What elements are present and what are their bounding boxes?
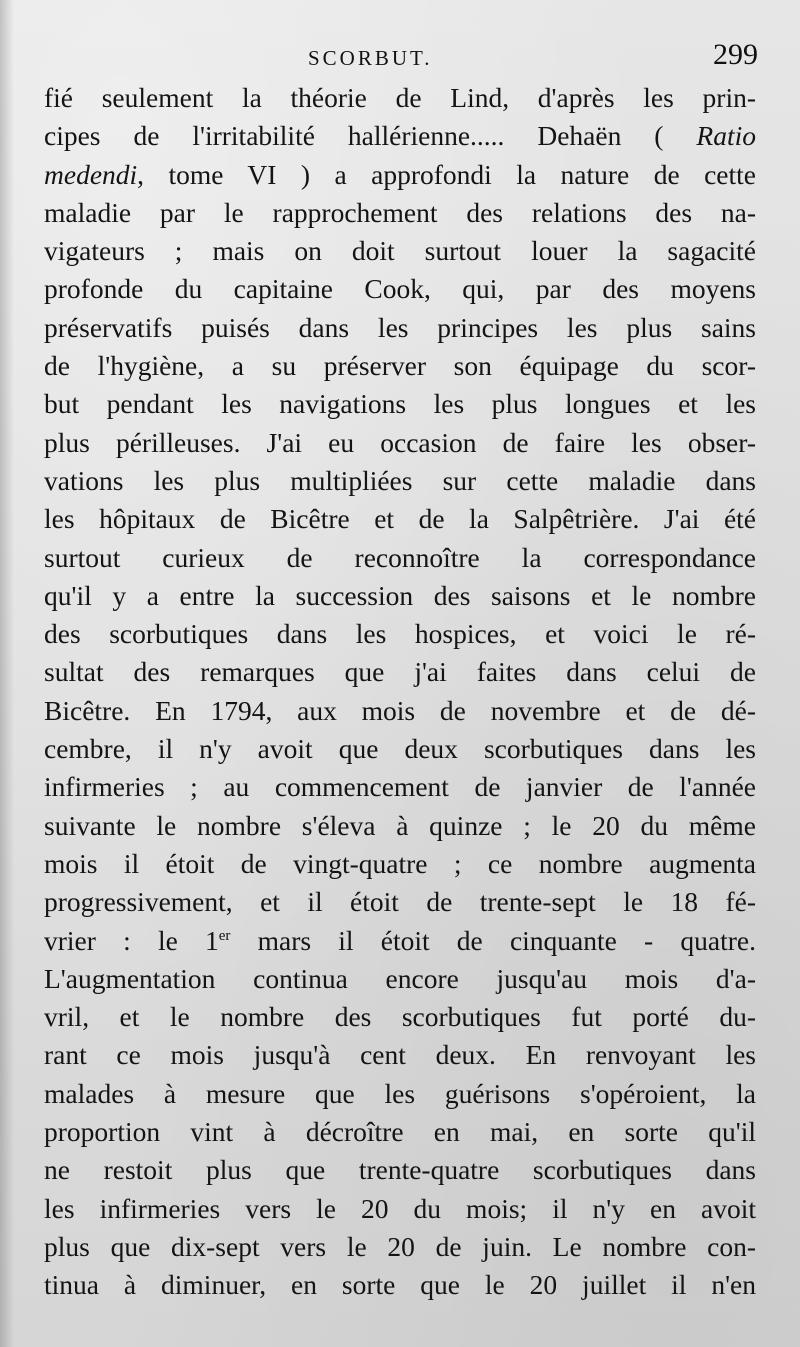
text-line: infirmeries ; au commencement de janvier de l'année <box>44 771 756 803</box>
text-line: vrier : le 1er mars il étoit de cinquante - quatre. <box>44 924 756 956</box>
text-line: vigateurs ; mais on doit surtout louer la sagacité <box>44 235 756 267</box>
text-line: préservatifs puisés dans les principes les plus sains <box>44 311 756 343</box>
italic-title: medendi <box>44 158 138 190</box>
text-line: medendi, tome VI ) a approfondi la nature de cette <box>44 158 756 190</box>
text-line: cipes de l'irritabilité hallérienne..... Dehaën ( Ratio <box>44 120 756 152</box>
text-line: profonde du capitaine Cook, qui, par des moyens <box>44 273 756 305</box>
body-text <box>44 79 756 1305</box>
text-line: ne restoit plus que trente-quatre scorbutiques dans <box>44 1154 756 1186</box>
text-line: des scorbutiques dans les hospices, et voici le ré- <box>44 618 756 650</box>
text-line: mois il étoit de vingt-quatre ; ce nombre augmenta <box>44 847 756 879</box>
page-gutter-shadow <box>0 0 14 1347</box>
superscript: er <box>218 927 231 944</box>
running-head: SCORBUT. <box>308 46 433 70</box>
text-line: sultat des remarques que j'ai faites dans celui de <box>44 656 756 688</box>
text-line: surtout curieux de reconnoître la correspondance <box>44 541 756 573</box>
page-number: 299 <box>713 38 758 71</box>
text-line: proportion vint à décroître en mai, en sorte qu'il <box>44 1116 756 1148</box>
text-line: cembre, il n'y avoit que deux scorbutiques dans les <box>44 733 756 765</box>
text-line: de l'hygiène, a su préserver son équipage du scor- <box>44 350 756 382</box>
text-line: maladie par le rapprochement des relations des na- <box>44 196 756 228</box>
text-line: vril, et le nombre des scorbutiques fut porté du- <box>44 1001 756 1033</box>
italic-title: Ratio <box>696 120 756 152</box>
text-line: L'augmentation continua encore jusqu'au mois d'a- <box>44 962 756 994</box>
page-header <box>0 38 800 78</box>
text-line: but pendant les navigations les plus longues et les <box>44 388 756 420</box>
text-line: tinua à diminuer, en sorte que le 20 juillet il n'en <box>44 1269 756 1301</box>
text-line: suivante le nombre s'éleva à quinze ; le 20 du même <box>44 809 756 841</box>
text-line: les hôpitaux de Bicêtre et de la Salpêtrière. J'ai été <box>44 503 756 535</box>
text-line: rant ce mois jusqu'à cent deux. En renvoyant les <box>44 1039 756 1071</box>
text-line: fié seulement la théorie de Lind, d'après les prin- <box>44 82 756 113</box>
text-line: malades à mesure que les guérisons s'opéroient, la <box>44 1077 756 1109</box>
text-line: progressivement, et il étoit de trente-sept le 18 fé- <box>44 886 756 918</box>
text-line: vations les plus multipliées sur cette maladie dans <box>44 464 756 496</box>
text-line: qu'il y a entre la succession des saisons et le nombre <box>44 579 756 611</box>
text-line: Bicêtre. En 1794, aux mois de novembre et de dé- <box>44 694 756 726</box>
text-line: plus périlleuses. J'ai eu occasion de faire les obser- <box>44 426 756 458</box>
text-line: les infirmeries vers le 20 du mois; il n'y en avoit <box>44 1192 756 1224</box>
text-line: plus que dix-sept vers le 20 de juin. Le nombre con- <box>44 1230 756 1262</box>
